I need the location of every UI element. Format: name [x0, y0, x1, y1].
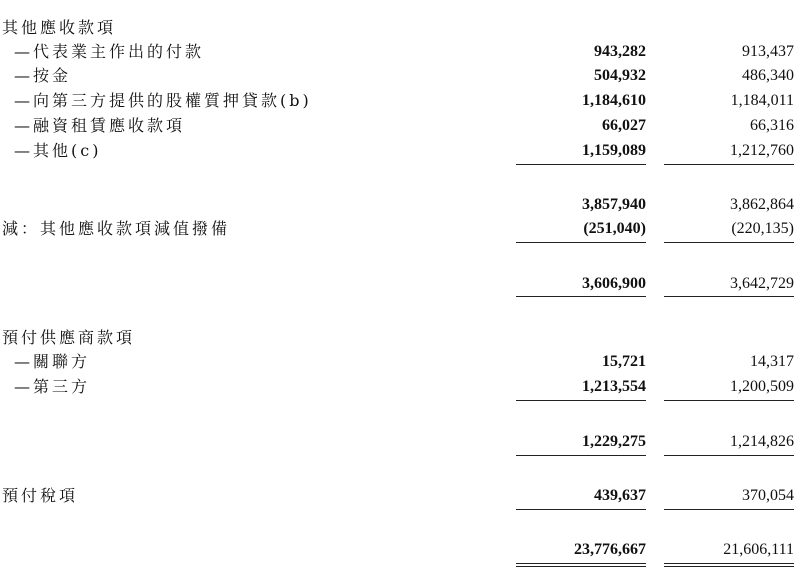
- value-prior-year: 14,317: [750, 353, 794, 370]
- total-double-rule-top: [516, 563, 646, 564]
- value-current-year: 15,721: [602, 353, 646, 370]
- value-current-year: 943,282: [594, 43, 646, 60]
- subtotal-rule: [516, 400, 646, 401]
- subtotal-rule: [664, 455, 794, 456]
- net-value-prior-year: 3,642,729: [730, 275, 794, 292]
- row-label-deposits: —按金: [14, 66, 72, 85]
- total-double-rule-bottom: [664, 566, 794, 567]
- subtotal-rule: [664, 509, 794, 510]
- row-label-others: —其他(c): [14, 141, 102, 160]
- subtotal-rule: [516, 509, 646, 510]
- value-current-year: (251,040): [583, 220, 646, 237]
- subtotal-rule: [664, 296, 794, 297]
- total-value-prior-year: 21,606,111: [723, 541, 794, 558]
- row-label-finance-lease-receivables: —融資租賃應收款項: [14, 116, 186, 135]
- value-current-year: 439,637: [594, 487, 646, 504]
- value-prior-year: 1,200,509: [730, 378, 794, 395]
- row-label-equity-pledged-loans: —向第三方提供的股權質押貸款(b): [14, 91, 312, 110]
- subtotal-rule: [664, 400, 794, 401]
- subtotal-rule: [516, 164, 646, 165]
- value-prior-year: 66,316: [750, 117, 794, 134]
- subtotal-rule: [516, 296, 646, 297]
- value-prior-year: 370,054: [742, 487, 794, 504]
- subtotal-rule: [516, 455, 646, 456]
- value-current-year: 504,932: [594, 67, 646, 84]
- total-double-rule-bottom: [516, 566, 646, 567]
- section-heading-prepayments-to-suppliers: 預付供應商款項: [2, 328, 136, 347]
- value-current-year: 1,159,089: [582, 142, 646, 159]
- value-current-year: 1,184,610: [582, 92, 646, 109]
- net-value-current-year: 3,606,900: [582, 275, 646, 292]
- row-label-prepaid-taxes: 預付稅項: [2, 486, 79, 505]
- value-prior-year: (220,135): [731, 220, 794, 237]
- value-prior-year: 913,437: [742, 43, 794, 60]
- subtotal-rule: [664, 164, 794, 165]
- value-prior-year: 486,340: [742, 67, 794, 84]
- subtotal-value-prior-year: 1,214,826: [730, 433, 794, 450]
- value-prior-year: 1,184,011: [730, 92, 794, 109]
- row-label-related-parties: —關聯方: [14, 352, 91, 371]
- row-label-third-parties: —第三方: [14, 377, 91, 396]
- subtotal-rule: [664, 242, 794, 243]
- subtotal-value-current-year: 3,857,940: [582, 196, 646, 213]
- value-current-year: 1,213,554: [582, 378, 646, 395]
- value-current-year: 66,027: [602, 117, 646, 134]
- subtotal-rule: [516, 242, 646, 243]
- total-value-current-year: 23,776,667: [574, 541, 646, 558]
- value-prior-year: 1,212,760: [730, 142, 794, 159]
- subtotal-value-current-year: 1,229,275: [582, 433, 646, 450]
- subtotal-value-prior-year: 3,862,864: [730, 196, 794, 213]
- row-label-payments-on-behalf-of-owners: —代表業主作出的付款: [14, 42, 205, 61]
- section-heading-other-receivables: 其他應收款項: [2, 18, 117, 37]
- total-double-rule-top: [664, 563, 794, 564]
- row-label-impairment-provision: 減：其他應收款項減值撥備: [2, 219, 231, 238]
